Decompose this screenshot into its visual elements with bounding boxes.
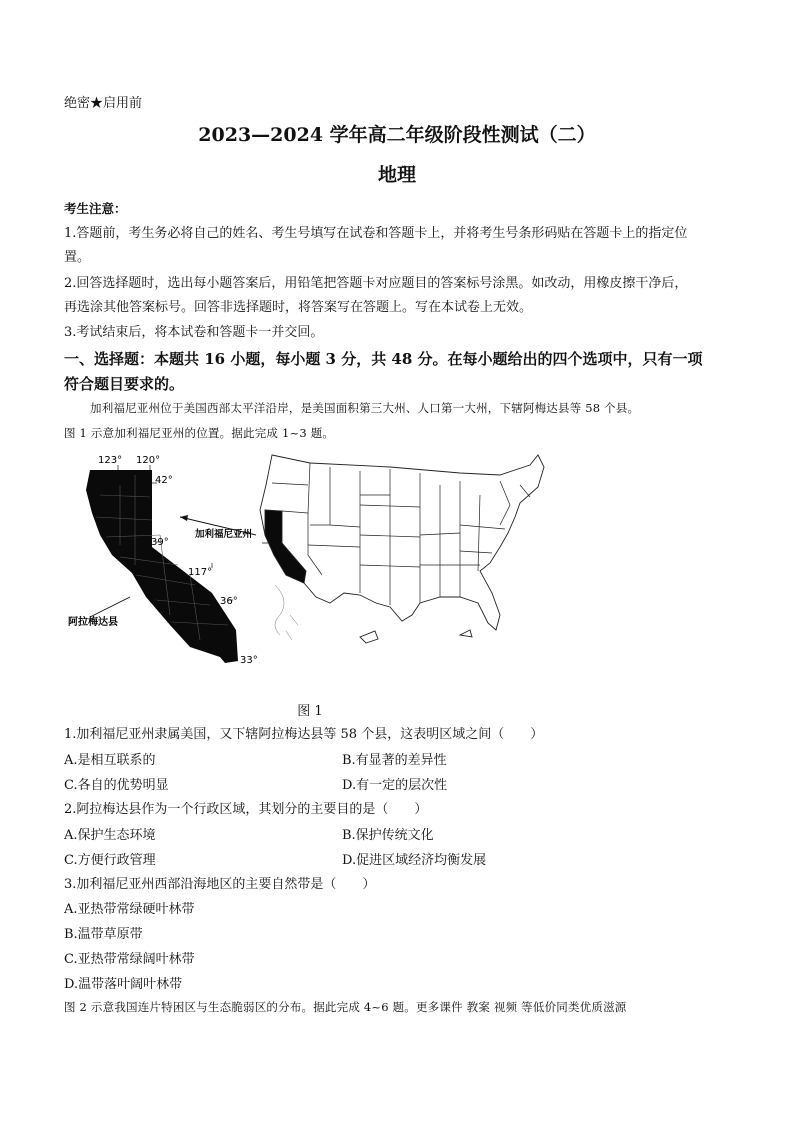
lat-39-label: 39° (151, 537, 169, 548)
lon-117-label: 117° (188, 567, 213, 578)
usa-map (260, 455, 544, 643)
intro-2-line-1: 图 2 示意我国连片特困区与生态脆弱区的分布。据此完成 4~6 题。更多课件 教案 视频 等低价同类优质滋源 (64, 1000, 627, 1014)
intro-1-line-1: 加利福尼亚州位于美国西部太平洋沿岸，是美国面积第三大州、人口第一大州，下辖阿梅达县等 58 个县。 (90, 401, 640, 415)
alameda-county-label: 阿拉梅达县 (68, 617, 118, 628)
question-1-stem: 1.加利福尼亚州隶属美国，又下辖阿拉梅达县等 58 个县，这表明区域之间（ ） (64, 727, 544, 742)
question-3-stem: 3.加利福尼亚州西部沿海地区的主要自然带是（ ） (64, 877, 376, 892)
q2-option-b[interactable]: B.保护传统文化 (342, 828, 434, 843)
q3-option-b[interactable]: B.温带草原带 (64, 927, 143, 942)
section-heading-line-2: 符合题目要求的。 (64, 375, 185, 393)
lon-123-label: 123° (98, 455, 123, 466)
q2-option-a[interactable]: A.保护生态环境 (64, 828, 156, 843)
lat-33-label: 33° (240, 655, 258, 666)
q3-option-a[interactable]: A.亚热带常绿硬叶林带 (64, 902, 195, 917)
q2-option-d[interactable]: D.促进区域经济均衡发展 (342, 853, 487, 868)
q2-option-c[interactable]: C.方便行政管理 (64, 853, 156, 868)
question-2-stem: 2.阿拉梅达县作为一个行政区域，其划分的主要目的是（ ） (64, 802, 428, 817)
lat-36-label: 36° (220, 596, 238, 607)
notice-item-1-line-1: 1.答题前，考生务必将自己的姓名、考生号填写在试卷和答题卡上，并将考生号条形码贴在答题卡上的指定位 (64, 226, 688, 241)
q1-option-d[interactable]: D.有一定的层次性 (342, 778, 448, 793)
q1-option-a[interactable]: A.是相互联系的 (64, 753, 156, 768)
usa-outline (260, 455, 544, 630)
california-shape (86, 470, 238, 663)
lon-120-label: 120° (136, 455, 161, 466)
secret-mark: 绝密★启用前 (64, 96, 143, 111)
lat-42-label: 42° (155, 475, 173, 486)
section-heading-line-1: 一、选择题：本题共 16 小题，每小题 3 分，共 48 分。在每小题给出的四个选项中，只有一项 (64, 350, 703, 368)
q3-option-d[interactable]: D.温带落叶阔叶林带 (64, 977, 183, 992)
california-detail-map (68, 455, 258, 666)
notice-item-2-line-2: 再选涂其他答案标号。回答非选择题时，将答案写在答题上。写在本试卷上无效。 (64, 300, 533, 315)
q1-option-b[interactable]: B.有显著的差异性 (342, 753, 447, 768)
notice-item-1-line-2: 置。 (64, 250, 91, 265)
notice-item-3: 3.考试结束后，将本试卷和答题卡一并交回。 (64, 325, 324, 340)
california-label: 加利福尼亚州 (195, 529, 253, 540)
subject-title: 地理 (377, 164, 416, 186)
coast-marks (275, 585, 298, 640)
intro-1-line-2: 图 1 示意加利福尼亚州的位置。据此完成 1~3 题。 (64, 426, 335, 440)
notice-item-2-line-1: 2.回答选择题时，选出每小题答案后，用铅笔把答题卡对应题目的答案标号涂黑。如改动，用橡皮擦干净后， (64, 276, 688, 291)
q3-option-c[interactable]: C.亚热带常绿阔叶林带 (64, 952, 195, 967)
notice-heading: 考生注意： (64, 201, 127, 216)
figure-1-caption: 图 1 (297, 704, 323, 719)
figure-1-map (60, 425, 560, 700)
q1-option-c[interactable]: C.各自的优势明显 (64, 778, 169, 793)
exam-title: 2023—2024 学年高二年级阶段性测试（二） (198, 124, 596, 146)
